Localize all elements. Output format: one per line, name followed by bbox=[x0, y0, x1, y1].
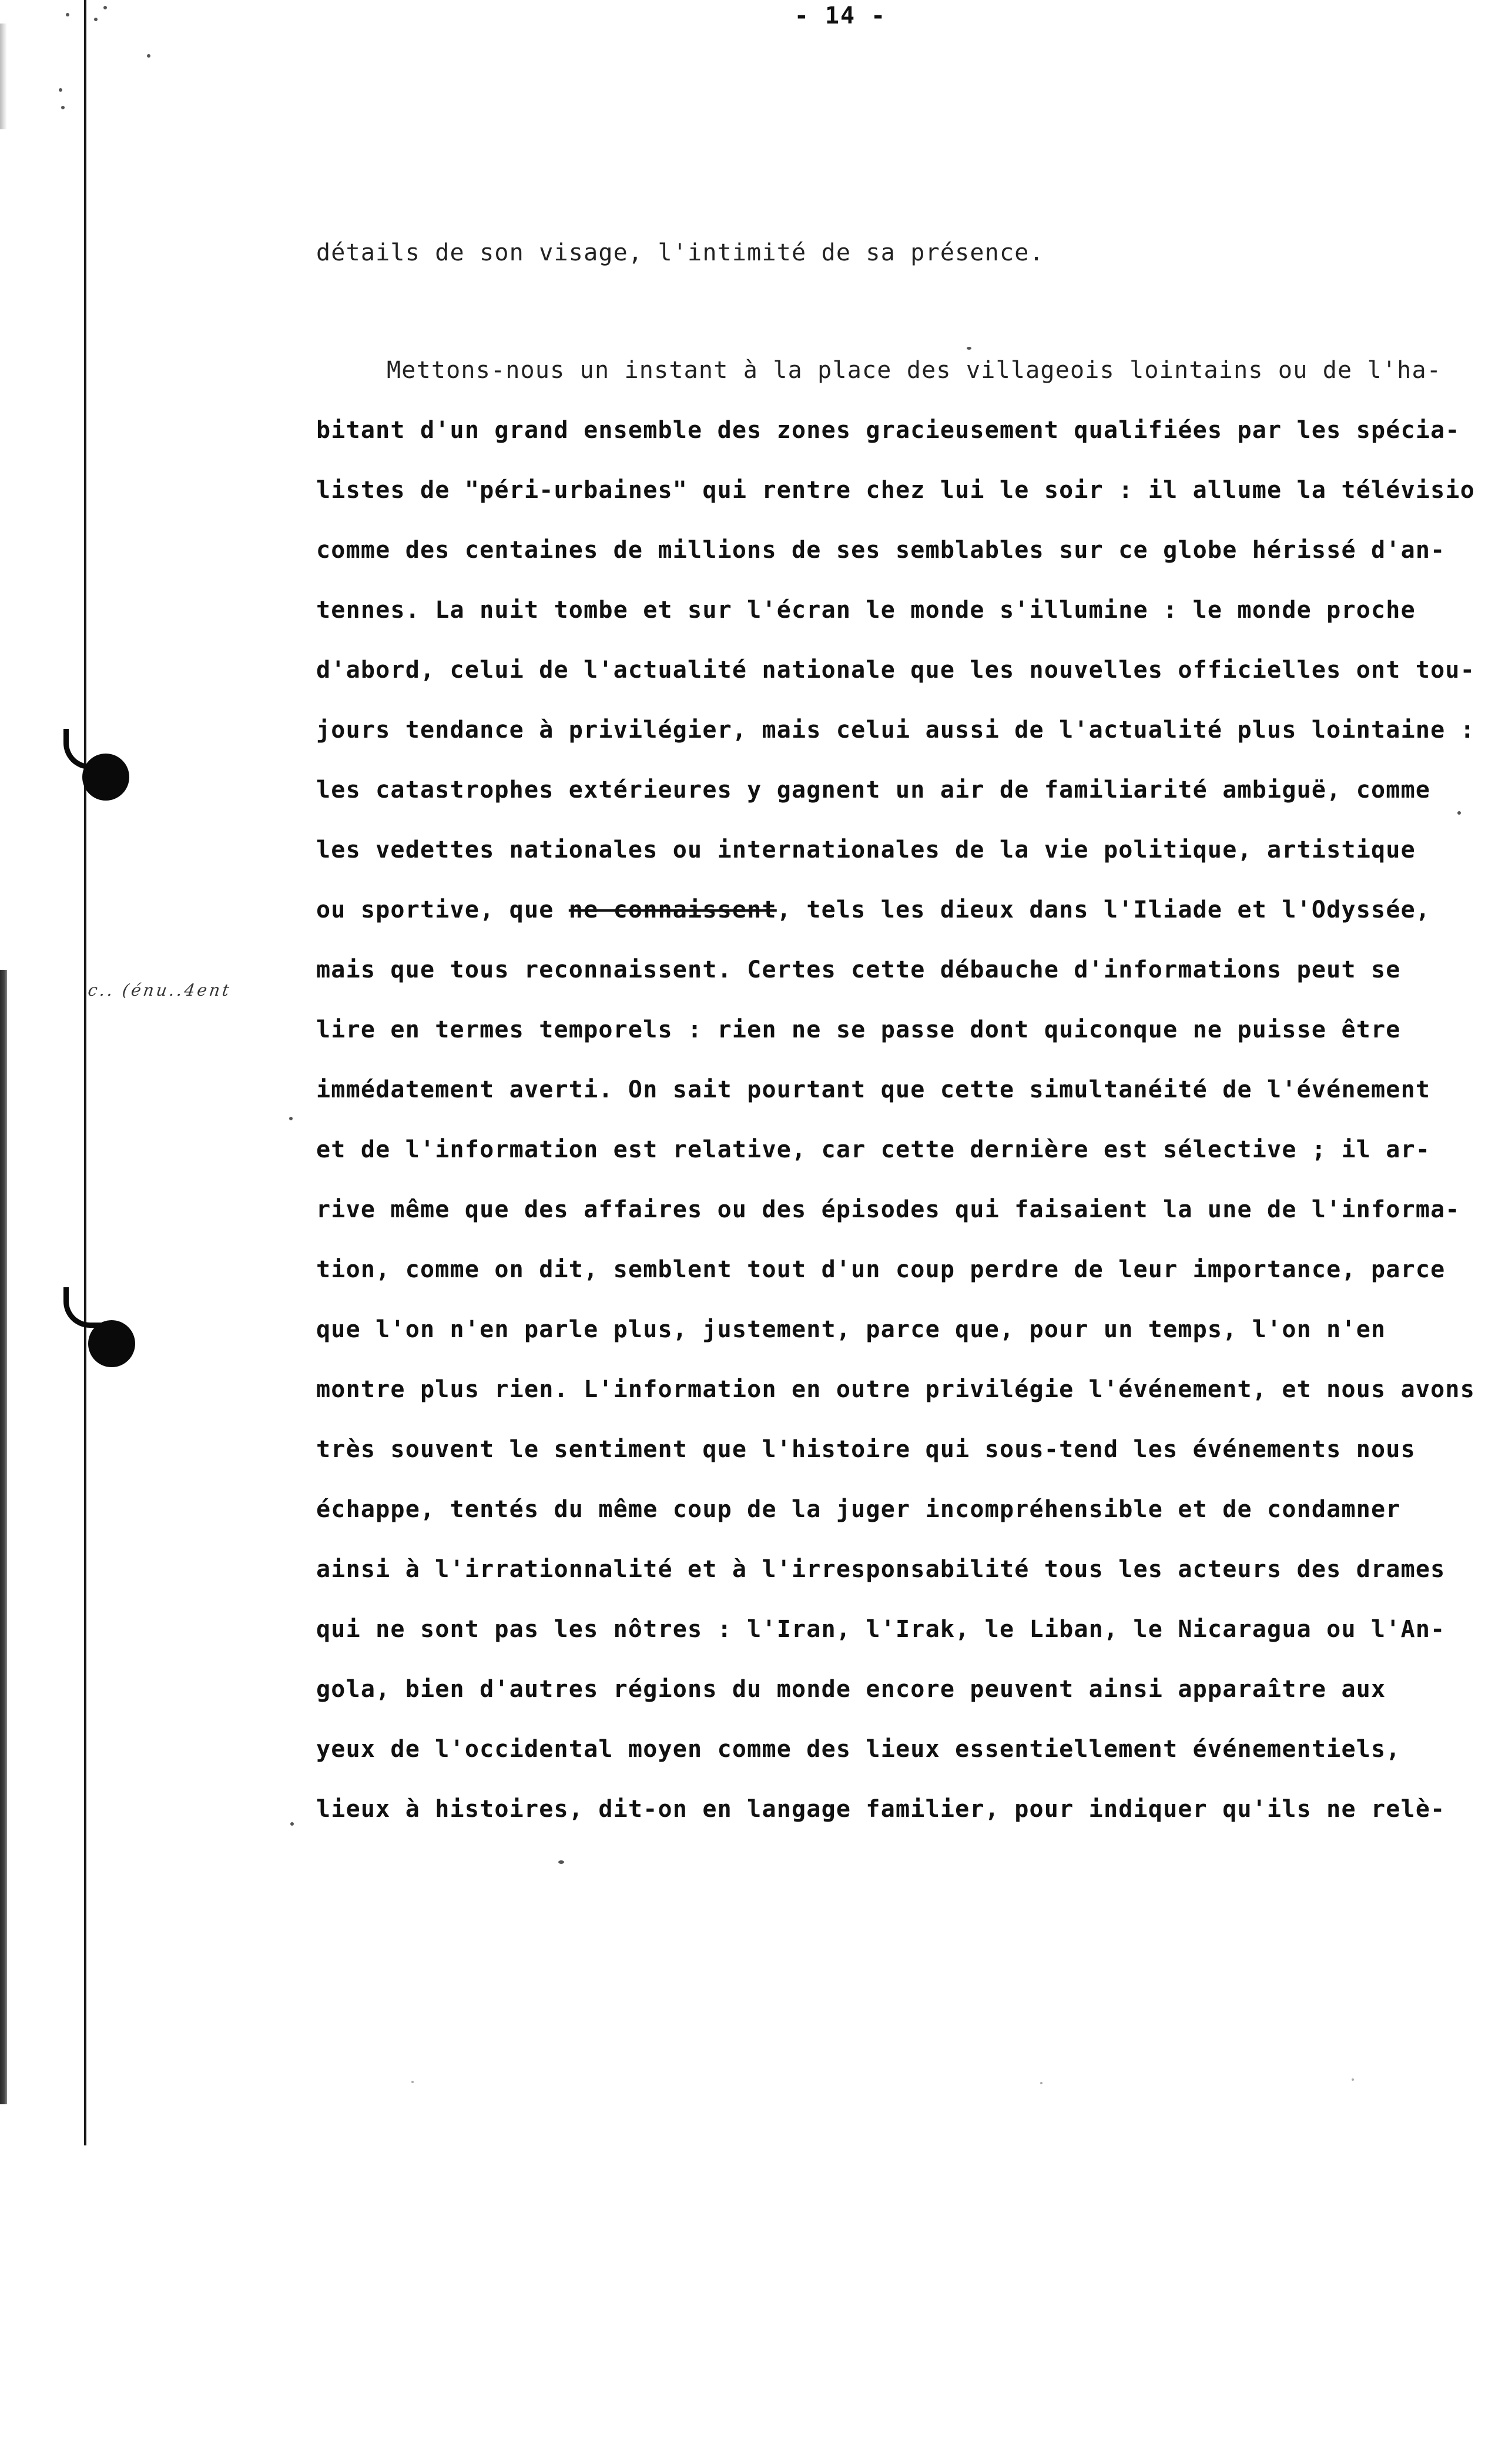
text-line: lieux à histoires, dit-on en langage familier, pour indiquer qu'ils ne relè- bbox=[316, 1796, 1446, 1823]
text-line: montre plus rien. L'information en outre privilégie l'événement, et nous avons bbox=[316, 1376, 1475, 1403]
text-line: les vedettes nationales ou internationales de la vie politique, artistique bbox=[316, 836, 1416, 863]
speck bbox=[59, 88, 62, 92]
binding-edge bbox=[0, 970, 7, 2104]
speck bbox=[1352, 2078, 1354, 2081]
text-line: tion, comme on dit, semblent tout d'un coup perdre de leur importance, parce bbox=[316, 1256, 1446, 1283]
text-line: immédatement averti. On sait pourtant que cette simultanéité de l'événement bbox=[316, 1076, 1431, 1103]
handwritten-margin-note: c.. (énu..4ent bbox=[86, 980, 233, 1000]
text-segment: ou sportive, que bbox=[316, 896, 569, 923]
text-line: détails de son visage, l'intimité de sa présence. bbox=[316, 239, 1044, 266]
punch-hole bbox=[82, 754, 129, 801]
struck-out-text: ne connaissent bbox=[568, 896, 777, 923]
speck bbox=[290, 1822, 294, 1826]
text-line bbox=[316, 892, 1430, 928]
binding-edge-upper bbox=[0, 24, 7, 129]
text-line: échappe, tentés du même coup de la juger incompréhensible et de condamner bbox=[316, 1496, 1401, 1523]
text-line: listes de "péri-urbaines" qui rentre chez lui le soir : il allume la télévisio bbox=[316, 477, 1475, 504]
speck bbox=[1457, 811, 1461, 815]
text-line: Mettons-nous un instant à la place des villageois lointains ou de l'ha- bbox=[387, 357, 1442, 384]
page-number: - 14 - bbox=[794, 2, 887, 29]
text-line: lire en termes temporels : rien ne se passe dont quiconque ne puisse être bbox=[316, 1016, 1401, 1043]
speck bbox=[66, 13, 69, 16]
text-line: et de l'information est relative, car cette dernière est sélective ; il ar- bbox=[316, 1136, 1431, 1163]
speck bbox=[94, 18, 98, 21]
speck bbox=[103, 6, 107, 9]
speck bbox=[147, 54, 150, 58]
text-line: que l'on n'en parle plus, justement, parce que, pour un temps, l'on n'en bbox=[316, 1316, 1386, 1343]
speck bbox=[289, 1117, 293, 1120]
punch-hole-hook bbox=[63, 1287, 104, 1328]
text-line: très souvent le sentiment que l'histoire qui sous-tend les événements nous bbox=[316, 1436, 1416, 1463]
text-line: les catastrophes extérieures y gagnent un air de familiarité ambiguë, comme bbox=[316, 776, 1431, 804]
punch-hole bbox=[88, 1320, 135, 1367]
text-line: rive même que des affaires ou des épisodes qui faisaient la une de l'informa- bbox=[316, 1196, 1460, 1223]
text-line: mais que tous reconnaissent. Certes cette débauche d'informations peut se bbox=[316, 956, 1401, 983]
text-line: ainsi à l'irrationnalité et à l'irresponsabilité tous les acteurs des drames bbox=[316, 1556, 1446, 1583]
text-line: d'abord, celui de l'actualité nationale que les nouvelles officielles ont tou- bbox=[316, 657, 1475, 684]
text-line: qui ne sont pas les nôtres : l'Iran, l'Irak, le Liban, le Nicaragua ou l'An- bbox=[316, 1616, 1446, 1643]
text-line: gola, bien d'autres régions du monde encore peuvent ainsi apparaître aux bbox=[316, 1676, 1386, 1703]
margin-rule bbox=[84, 0, 86, 2145]
handwritten-accent-mark bbox=[967, 347, 971, 350]
text-line: tennes. La nuit tombe et sur l'écran le monde s'illumine : le monde proche bbox=[316, 597, 1416, 624]
speck bbox=[558, 1860, 564, 1864]
text-line: jours tendance à privilégier, mais celui aussi de l'actualité plus lointaine : bbox=[316, 717, 1475, 744]
speck bbox=[61, 106, 65, 109]
text-line: yeux de l'occidental moyen comme des lieux essentiellement événementiels, bbox=[316, 1736, 1401, 1763]
text-line: bitant d'un grand ensemble des zones gracieusement qualifiées par les spécia- bbox=[316, 417, 1460, 444]
speck bbox=[1040, 2082, 1043, 2084]
text-line: comme des centaines de millions de ses semblables sur ce globe hérissé d'an- bbox=[316, 537, 1446, 564]
text-segment: , tels les dieux dans l'Iliade et l'Odyssée, bbox=[776, 896, 1431, 923]
speck bbox=[411, 2081, 414, 2083]
